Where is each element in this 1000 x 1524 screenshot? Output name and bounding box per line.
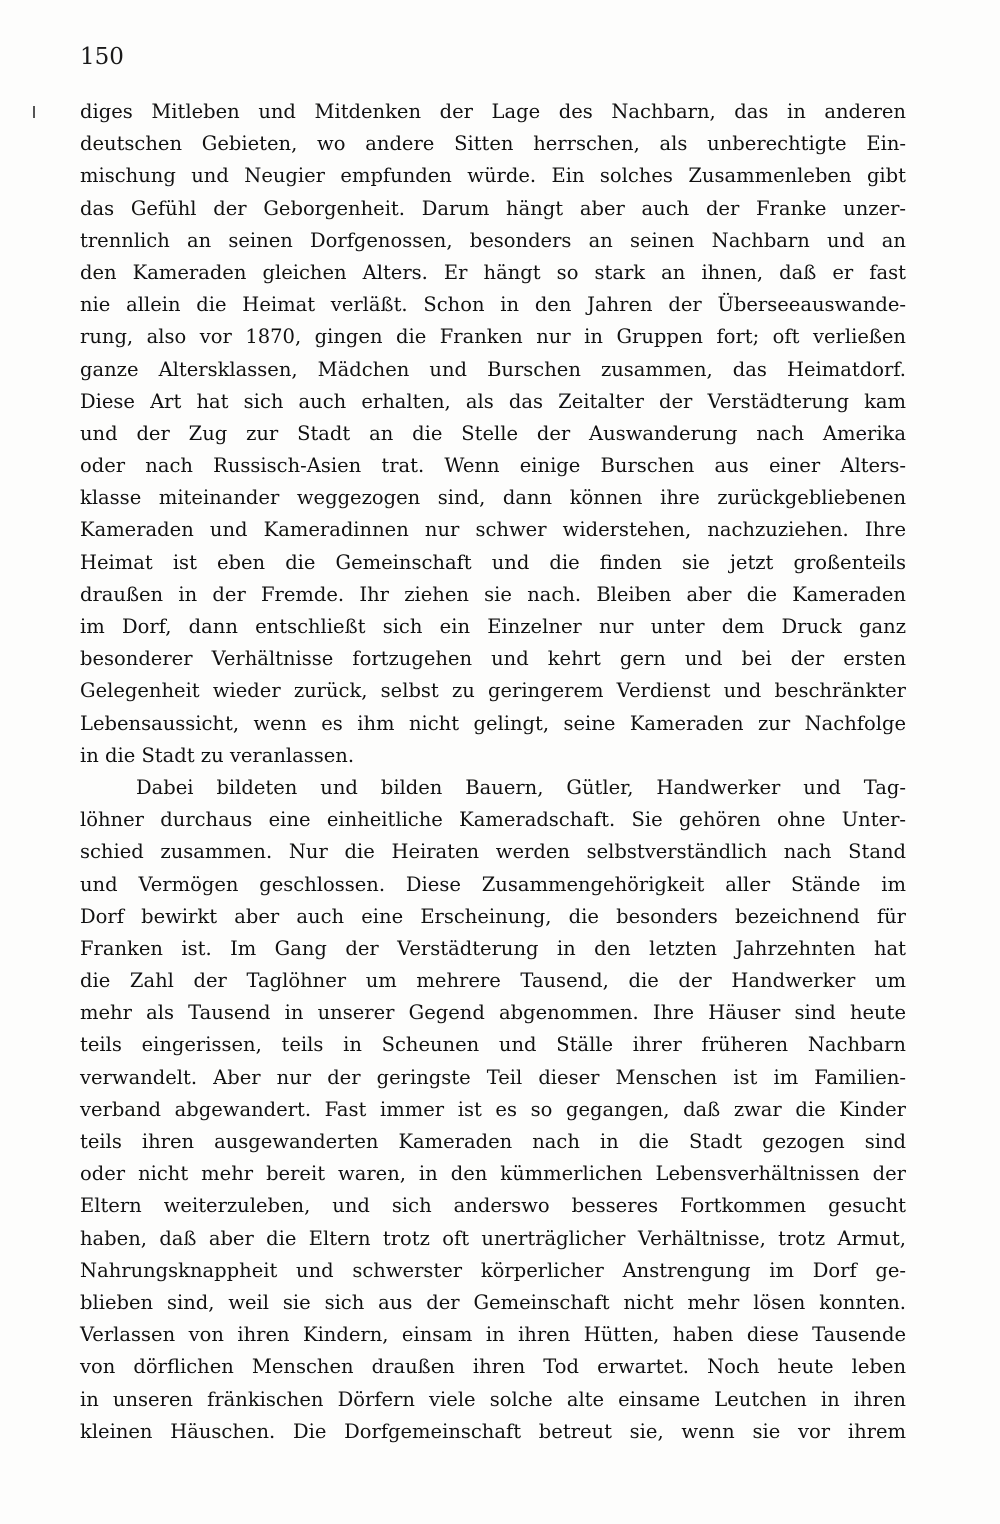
text-line: die Zahl der Taglöhner um mehrere Tausend, die der Handwerker um <box>80 969 906 993</box>
text-line: Nahrungsknappheit und schwerster körperlicher Anstrengung im Dorf ge- <box>80 1258 906 1282</box>
text-line: Kameraden und Kameradinnen nur schwer widerstehen, nachzuziehen. Ihre <box>80 518 906 542</box>
text-line: draußen in der Fremde. Ihr ziehen sie nach. Bleiben aber die Kameraden <box>80 582 906 606</box>
text-line: teils ihren ausgewanderten Kameraden nach in die Stadt gezogen sind <box>80 1130 906 1153</box>
text-line: das Gefühl der Geborgenheit. Darum hängt aber auch der Franke unzer- <box>80 196 906 220</box>
text-line: Gelegenheit wieder zurück, selbst zu geringerem Verdienst und beschränkter <box>80 679 906 703</box>
text-line: besonderer Verhältnisse fortzugehen und kehrt gern und bei der ersten <box>80 647 906 671</box>
body-text <box>80 96 906 1448</box>
text-line: Heimat ist eben die Gemeinschaft und die finden sie jetzt großenteils <box>80 550 906 574</box>
text-line: und der Zug zur Stadt an die Stelle der Auswanderung nach Amerika <box>80 421 906 445</box>
text-line: in die Stadt zu veranlassen. <box>80 743 355 767</box>
text-line: mehr als Tausend in unserer Gegend abgenommen. Ihre Häuser sind heute <box>80 1001 906 1025</box>
text-line: den Kameraden gleichen Alters. Er hängt so stark an ihnen, daß er fast <box>80 260 906 284</box>
text-line: ganze Altersklassen, Mädchen und Burschen zusammen, das Heimatdorf. <box>80 357 906 381</box>
text-line: nie allein die Heimat verläßt. Schon in den Jahren der Überseeauswande- <box>80 293 906 317</box>
text-line: oder nicht mehr bereit waren, in den kümmerlichen Lebensverhältnissen der <box>80 1162 906 1186</box>
text-line: von dörflichen Menschen draußen ihren Tod erwartet. Noch heute leben <box>80 1355 906 1379</box>
text-line: haben, daß aber die Eltern trotz oft unerträglicher Verhältnisse, trotz Armut, <box>80 1226 906 1250</box>
text-line: Franken ist. Im Gang der Verstädterung in den letzten Jahrzehnten hat <box>80 936 906 960</box>
text-line: klasse miteinander weggezogen sind, dann können ihre zurückgebliebenen <box>80 486 906 510</box>
text-line: verwandelt. Aber nur der geringste Teil dieser Menschen ist im Familien- <box>80 1065 906 1089</box>
text-line: rung, also vor 1870, gingen die Franken nur in Gruppen fort; oft verließen <box>80 325 906 349</box>
text-line: schied zusammen. Nur die Heiraten werden selbstverständlich nach Stand <box>80 840 906 864</box>
page-number: 150 <box>80 44 124 70</box>
text-line: blieben sind, weil sie sich aus der Gemeinschaft nicht mehr lösen konnten. <box>80 1290 906 1314</box>
text-line: im Dorf, dann entschließt sich ein Einzelner nur unter dem Druck ganz <box>80 615 906 638</box>
margin-mark <box>33 106 35 118</box>
paragraph <box>80 772 906 1448</box>
text-line: Verlassen von ihren Kindern, einsam in ihren Hütten, haben diese Tausende <box>80 1323 906 1347</box>
text-line: kleinen Häuschen. Die Dorfgemeinschaft betreut sie, wenn sie vor ihrem <box>80 1419 906 1443</box>
text-line: trennlich an seinen Dorfgenossen, besonders an seinen Nachbarn und an <box>80 228 906 252</box>
text-line: oder nach Russisch-Asien trat. Wenn einige Burschen aus einer Alters- <box>80 454 906 478</box>
text-line: Lebensaussicht, wenn es ihm nicht gelingt, seine Kameraden zur Nachfolge <box>80 711 906 735</box>
text-line: mischung und Neugier empfunden würde. Ein solches Zusammenleben gibt <box>80 164 906 188</box>
text-line: teils eingerissen, teils in Scheunen und Ställe ihrer früheren Nachbarn <box>80 1033 906 1057</box>
text-line: verband abgewandert. Fast immer ist es so gegangen, daß zwar die Kinder <box>80 1097 906 1121</box>
text-line: deutschen Gebieten, wo andere Sitten herrschen, als unberechtigte Ein- <box>80 132 906 156</box>
text-line: Dabei bildeten und bilden Bauern, Gütler, Handwerker und Tag- <box>136 775 906 799</box>
text-line: Eltern weiterzuleben, und sich anderswo besseres Fortkommen gesucht <box>80 1194 906 1218</box>
text-line: Dorf bewirkt aber auch eine Erscheinung, die besonders bezeichnend für <box>80 904 906 928</box>
text-line: Diese Art hat sich auch erhalten, als das Zeitalter der Verstädterung kam <box>80 389 906 413</box>
paragraph <box>80 96 906 772</box>
text-line: in unseren fränkischen Dörfern viele solche alte einsame Leutchen in ihren <box>80 1387 906 1411</box>
text-line: diges Mitleben und Mitdenken der Lage des Nachbarn, das in anderen <box>80 100 906 123</box>
text-line: und Vermögen geschlossen. Diese Zusammengehörigkeit aller Stände im <box>80 872 906 896</box>
text-line: löhner durchaus eine einheitliche Kameradschaft. Sie gehören ohne Unter- <box>80 808 906 832</box>
